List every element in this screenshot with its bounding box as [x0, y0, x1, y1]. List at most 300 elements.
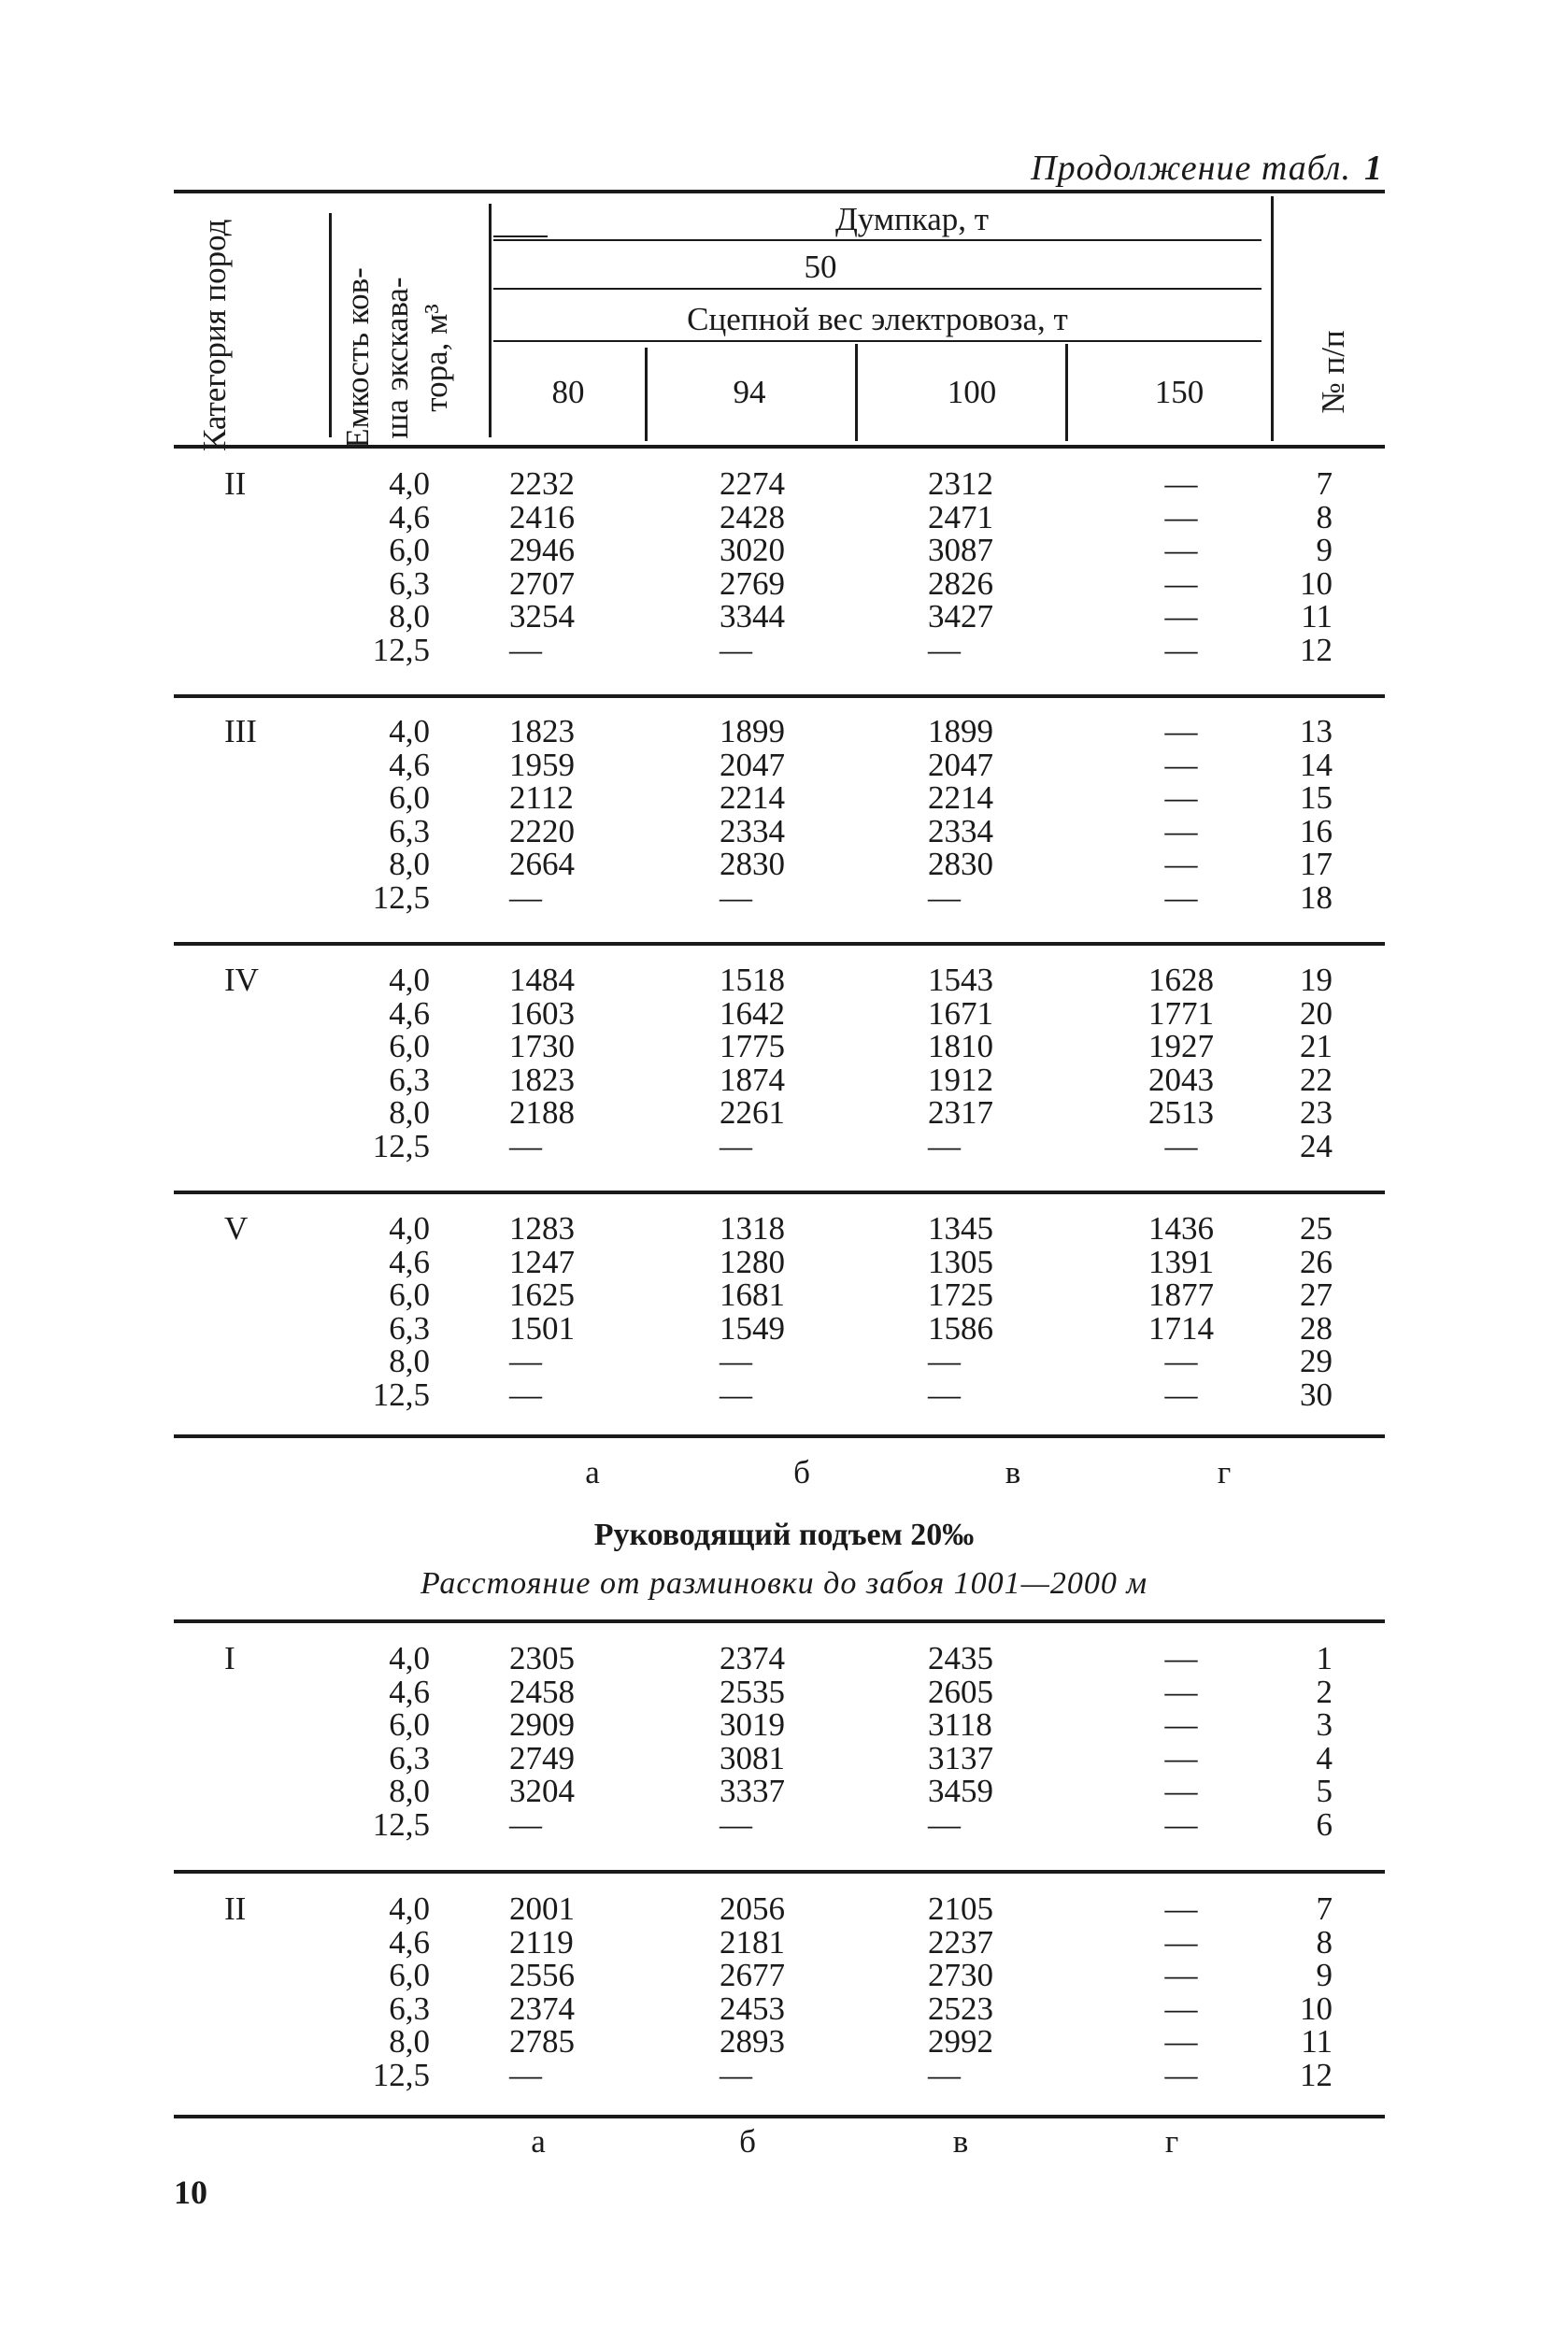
section-title: Руководящий подъем 20‰ [593, 1518, 975, 1552]
table-cell: 12,5 [372, 878, 430, 916]
category-label: II [224, 1890, 247, 1927]
table-cell: 1586 [928, 1309, 993, 1347]
group-rule [174, 2115, 1385, 2118]
table-cell: 2056 [720, 1890, 785, 1927]
table-cell: 8,0 [389, 1773, 430, 1809]
table-top-rule [174, 190, 1385, 193]
column-divider [645, 348, 648, 441]
table-cell: 8,0 [389, 1343, 430, 1379]
table-cell: 3081 [720, 1739, 785, 1776]
table-cell: — [1164, 779, 1198, 816]
table-cell: — [1164, 1673, 1198, 1710]
table-cell: 24 [1300, 1127, 1333, 1164]
group-rule [174, 1434, 1385, 1438]
group-rule [174, 1870, 1385, 1874]
table-cell: 12,5 [372, 1376, 430, 1413]
table-cell: 26 [1300, 1243, 1333, 1280]
column-letter: г [1164, 2123, 1179, 2160]
table-cell: 6,0 [389, 1276, 430, 1313]
table-cell: 1625 [509, 1276, 575, 1313]
table-row [0, 1775, 1568, 1808]
table-cell: 2374 [720, 1640, 785, 1676]
table-cell: 21 [1300, 1028, 1333, 1064]
column-header-category: Категория пород [196, 219, 233, 451]
table-cell: 2946 [509, 532, 575, 568]
table-cell: 1771 [1148, 994, 1214, 1032]
header-rule [493, 235, 548, 237]
table-cell: 4,6 [389, 1923, 430, 1961]
table-cell: 3118 [928, 1706, 992, 1743]
table-cell: — [509, 1805, 542, 1843]
table-cell: 2513 [1148, 1094, 1214, 1131]
table-cell: — [928, 1127, 961, 1164]
table-cell: 22 [1300, 1061, 1333, 1098]
table-cell: — [509, 631, 542, 668]
table-cell: 8,0 [389, 846, 430, 882]
table-cell: 4,0 [389, 465, 430, 502]
table-row [0, 1278, 1568, 1312]
column-letter: в [1005, 1454, 1021, 1490]
table-cell: 1671 [928, 994, 993, 1032]
table-cell: — [509, 1127, 542, 1164]
group-rule [174, 1191, 1385, 1194]
table-cell: 11 [1301, 598, 1333, 635]
table-cell: 12,5 [372, 1127, 430, 1164]
category-label: II [224, 465, 247, 502]
table-cell: 19 [1300, 962, 1333, 998]
header-rule [493, 239, 1262, 241]
table-cell: — [509, 1343, 542, 1379]
table-cell: — [720, 1805, 752, 1843]
table-cell: 4,0 [389, 713, 430, 749]
table-cell: 1280 [720, 1243, 785, 1280]
table-row [0, 781, 1568, 815]
table-cell: — [1164, 2023, 1198, 2060]
table-cell: — [720, 2056, 752, 2093]
table-cell: 12 [1300, 2056, 1333, 2093]
table-cell: 2769 [720, 564, 785, 602]
table-cell: 1912 [928, 1061, 993, 1098]
table-row [0, 1642, 1568, 1676]
table-cell: 3 [1316, 1706, 1333, 1743]
table-cell: 8 [1316, 1923, 1333, 1961]
table-row [0, 600, 1568, 634]
table-cell: 3459 [928, 1773, 993, 1809]
column-letter: б [793, 1454, 810, 1490]
header-bottom-rule [174, 445, 1385, 449]
table-cell: — [1164, 1739, 1198, 1776]
table-cell: 3344 [720, 598, 785, 635]
table-cell: — [928, 1343, 961, 1379]
table-cell: 2830 [928, 846, 993, 882]
table-cell: 2893 [720, 2023, 785, 2060]
table-cell: — [720, 878, 752, 916]
column-letters [0, 1454, 1568, 1491]
table-cell: 2214 [720, 779, 785, 816]
header-rule [493, 340, 1262, 342]
column-divider [855, 344, 858, 441]
table-row [0, 1030, 1568, 1063]
table-cell: 1247 [509, 1243, 575, 1280]
table-cell: 2188 [509, 1094, 575, 1131]
column-header-dumpcar-value: 50 [804, 249, 837, 285]
table-cell: 10 [1300, 1990, 1333, 2027]
table-cell: — [509, 1376, 542, 1413]
table-cell: — [1164, 498, 1198, 535]
table-cell: 2605 [928, 1673, 993, 1710]
table-cell: — [509, 878, 542, 916]
column-header-100: 100 [947, 374, 997, 410]
table-cell: — [1164, 1923, 1198, 1961]
table-cell: 1318 [720, 1210, 785, 1247]
table-cell: 7 [1316, 1890, 1333, 1927]
table-cell: 2453 [720, 1990, 785, 2027]
table-row [0, 564, 1568, 602]
table-cell: 1730 [509, 1028, 575, 1064]
table-cell: 3020 [720, 532, 785, 568]
table-cell: 1603 [509, 994, 575, 1032]
table-cell: 4,0 [389, 1640, 430, 1676]
table-cell: 2334 [720, 812, 785, 849]
column-letter: а [531, 2123, 546, 2160]
table-cell: 2043 [1148, 1061, 1214, 1098]
table-cell: 25 [1300, 1210, 1333, 1247]
table-cell: 28 [1300, 1309, 1333, 1347]
table-cell: 2274 [720, 465, 785, 502]
table-cell: 1305 [928, 1243, 993, 1280]
table-cell: 1823 [509, 713, 575, 749]
table-row [0, 848, 1568, 881]
table-cell: 3137 [928, 1739, 993, 1776]
table-cell: 2707 [509, 564, 575, 602]
table-cell: 2435 [928, 1640, 993, 1676]
table-row [0, 994, 1568, 1032]
column-header-loco-weight: Сцепной вес электровоза, т [687, 301, 1068, 337]
column-divider [489, 204, 492, 437]
column-header-capacity: Емкость ков- ша экскава- тора, м³ [339, 267, 454, 449]
table-cell: 1899 [720, 713, 785, 749]
table-cell: 4,0 [389, 1210, 430, 1247]
table-cell: 2181 [720, 1923, 785, 1961]
table-cell: — [1164, 598, 1198, 635]
table-cell: 2785 [509, 2023, 575, 2060]
column-divider [1271, 196, 1274, 441]
table-cell: 6,3 [389, 812, 430, 849]
table-cell: 4,0 [389, 962, 430, 998]
table-cell: 14 [1300, 746, 1333, 783]
table-cell: — [928, 1805, 961, 1843]
table-row [0, 1923, 1568, 1961]
column-header-80: 80 [551, 374, 585, 410]
table-cell: 3337 [720, 1773, 785, 1809]
category-label: I [224, 1640, 235, 1676]
table-cell: 1823 [509, 1061, 575, 1098]
group-rule [174, 694, 1385, 698]
column-letters [0, 2123, 1568, 2161]
table-cell: — [720, 1343, 752, 1379]
table-cell: 6,3 [389, 1990, 430, 2027]
table-cell: — [1164, 1127, 1198, 1164]
table-cell: 2428 [720, 498, 785, 535]
table-cell: 2749 [509, 1739, 575, 1776]
table-cell: 1345 [928, 1210, 993, 1247]
table-cell: 2237 [928, 1923, 993, 1961]
table-cell: 2119 [509, 1923, 574, 1961]
table-cell: 6,3 [389, 1061, 430, 1098]
table-row [0, 1243, 1568, 1280]
column-letter: а [585, 1454, 600, 1490]
table-cell: 1518 [720, 962, 785, 998]
table-cell: 4,0 [389, 1890, 430, 1927]
table-row [0, 715, 1568, 749]
table-cell: 27 [1300, 1276, 1333, 1313]
table-cell: — [1164, 1706, 1198, 1743]
table-cell: 1642 [720, 994, 785, 1032]
table-cell: 1549 [720, 1309, 785, 1347]
table-cell: — [1164, 812, 1198, 849]
table-cell: 2909 [509, 1706, 575, 1743]
table-cell: 1628 [1148, 962, 1214, 998]
table-cell: 13 [1300, 713, 1333, 749]
table-cell: 2105 [928, 1890, 993, 1927]
table-cell: 2458 [509, 1673, 575, 1710]
table-row [0, 746, 1568, 783]
table-row [0, 2025, 1568, 2059]
table-cell: — [509, 2056, 542, 2093]
table-cell: 2826 [928, 564, 993, 602]
table-cell: 1283 [509, 1210, 575, 1247]
table-cell: 2305 [509, 1640, 575, 1676]
table-cell: — [928, 2056, 961, 2093]
table-cell: 10 [1300, 564, 1333, 602]
table-cell: — [1164, 1640, 1198, 1676]
column-header-dumpcar: Думпкар, т [834, 201, 990, 237]
table-cell: — [1164, 846, 1198, 882]
table-cell: 2730 [928, 1957, 993, 1993]
table-cell: — [1164, 465, 1198, 502]
table-cell: 9 [1316, 532, 1333, 568]
table-cell: — [720, 1376, 752, 1413]
table-cell: 1484 [509, 962, 575, 998]
table-cell: — [1164, 1957, 1198, 1993]
table-row [0, 1096, 1568, 1130]
table-cell: 2112 [509, 779, 574, 816]
table-cell: 2214 [928, 779, 993, 816]
table-row [0, 1063, 1568, 1097]
table-cell: 9 [1316, 1957, 1333, 1993]
table-cell: 2535 [720, 1673, 785, 1710]
table-cell: 5 [1316, 1773, 1333, 1809]
table-cell: 16 [1300, 812, 1333, 849]
table-row [0, 878, 1568, 916]
table-cell: 6,3 [389, 1739, 430, 1776]
category-label: III [224, 713, 257, 749]
table-row [0, 1345, 1568, 1378]
table-cell: — [1164, 1376, 1198, 1413]
table-cell: 2374 [509, 1990, 575, 2027]
table-cell: 2992 [928, 2023, 993, 2060]
table-cell: — [1164, 713, 1198, 749]
table-cell: 20 [1300, 994, 1333, 1032]
table-cell: 11 [1301, 2023, 1333, 2060]
column-letter: г [1217, 1454, 1232, 1490]
table-cell: 3204 [509, 1773, 575, 1809]
table-cell: 4,6 [389, 1673, 430, 1710]
column-divider [329, 213, 332, 437]
page-title: Продолжение табл. 1 [1031, 149, 1383, 188]
column-header-150: 150 [1154, 374, 1205, 410]
table-cell: 8,0 [389, 2023, 430, 2060]
table-cell: 2830 [720, 846, 785, 882]
table-row [0, 1309, 1568, 1347]
table-cell: — [1164, 1990, 1198, 2027]
table-cell: 6,3 [389, 1309, 430, 1347]
page-number: 10 [174, 2174, 207, 2211]
table-row [0, 1892, 1568, 1926]
table-cell: 1 [1316, 1640, 1333, 1676]
table-cell: 6,3 [389, 564, 430, 602]
table-cell: 1959 [509, 746, 575, 783]
table-cell: — [928, 1376, 961, 1413]
table-cell: 2471 [928, 498, 993, 535]
table-cell: 1436 [1148, 1210, 1214, 1247]
table-cell: 2334 [928, 812, 993, 849]
table-cell: — [1164, 1343, 1198, 1379]
table-cell: 1874 [720, 1061, 785, 1098]
table-row [0, 1212, 1568, 1246]
table-cell: 6,0 [389, 1957, 430, 1993]
table-row [0, 1959, 1568, 1992]
table-cell: 2 [1316, 1673, 1333, 1710]
table-cell: 1725 [928, 1276, 993, 1313]
table-row [0, 1378, 1568, 1412]
table-cell: 6,0 [389, 532, 430, 568]
table-cell: 8 [1316, 498, 1333, 535]
table-cell: — [720, 631, 752, 668]
table-cell: 1899 [928, 713, 993, 749]
table-cell: 2416 [509, 498, 575, 535]
section-subtitle: Расстояние от разминовки до забоя 1001—2000 м [420, 1566, 1148, 1601]
table-cell: 8,0 [389, 598, 430, 635]
table-cell: 2232 [509, 465, 575, 502]
table-cell: — [1164, 1773, 1198, 1809]
table-cell: — [1164, 1805, 1198, 1843]
table-cell: 1927 [1148, 1028, 1214, 1064]
table-row [0, 1992, 1568, 2026]
table-cell: — [1164, 532, 1198, 568]
table-cell: 18 [1300, 878, 1333, 916]
table-row [0, 812, 1568, 849]
section-top-rule [174, 1619, 1385, 1623]
table-cell: 6,0 [389, 779, 430, 816]
table-row [0, 631, 1568, 668]
table-cell: 7 [1316, 465, 1333, 502]
header-rule [493, 288, 1262, 290]
table-cell: 3254 [509, 598, 575, 635]
table-row [0, 534, 1568, 567]
table-cell: 1877 [1148, 1276, 1214, 1313]
table-cell: 2261 [720, 1094, 785, 1131]
table-cell: 6,0 [389, 1028, 430, 1064]
table-cell: 12 [1300, 631, 1333, 668]
table-cell: — [1164, 1890, 1198, 1927]
column-header-number: № п/п [1315, 330, 1351, 414]
table-cell: 3087 [928, 532, 993, 568]
table-row [0, 2056, 1568, 2093]
table-cell: — [1164, 564, 1198, 602]
table-cell: 1543 [928, 962, 993, 998]
table-cell: 2556 [509, 1957, 575, 1993]
table-cell: 1714 [1148, 1309, 1214, 1347]
table-cell: 4 [1316, 1739, 1333, 1776]
table-row [0, 498, 1568, 535]
table-cell: 6 [1316, 1805, 1333, 1843]
table-cell: 3019 [720, 1706, 785, 1743]
table-cell: 2317 [928, 1094, 993, 1131]
table-cell: 1810 [928, 1028, 993, 1064]
table-cell: — [1164, 746, 1198, 783]
table-cell: 4,6 [389, 746, 430, 783]
column-letter: в [952, 2123, 969, 2160]
table-cell: — [928, 878, 961, 916]
table-cell: 4,6 [389, 994, 430, 1032]
table-cell: 17 [1300, 846, 1333, 882]
column-header-94: 94 [733, 374, 766, 410]
table-cell: 2677 [720, 1957, 785, 1993]
table-row [0, 1127, 1568, 1164]
table-cell: 3427 [928, 598, 993, 635]
table-cell: — [1164, 2056, 1198, 2093]
table-row [0, 1739, 1568, 1776]
table-cell: 12,5 [372, 2056, 430, 2093]
table-cell: 6,0 [389, 1706, 430, 1743]
table-cell: 30 [1300, 1376, 1333, 1413]
table-cell: — [928, 631, 961, 668]
table-cell: 2001 [509, 1890, 575, 1927]
table-cell: 12,5 [372, 631, 430, 668]
table-cell: 1501 [509, 1309, 575, 1347]
column-letter: б [739, 2123, 756, 2160]
table-row [0, 963, 1568, 997]
table-cell: 2312 [928, 465, 993, 502]
table-cell: 4,6 [389, 498, 430, 535]
table-row [0, 1673, 1568, 1710]
table-cell: 8,0 [389, 1094, 430, 1131]
table-cell: 1681 [720, 1276, 785, 1313]
table-cell: — [1164, 631, 1198, 668]
table-cell: 2047 [720, 746, 785, 783]
table-row [0, 1805, 1568, 1843]
category-label: IV [224, 962, 259, 998]
table-cell: 12,5 [372, 1805, 430, 1843]
category-label: V [224, 1210, 249, 1247]
table-cell: 2220 [509, 812, 575, 849]
table-cell: — [720, 1127, 752, 1164]
table-cell: 1391 [1148, 1243, 1214, 1280]
group-rule [174, 942, 1385, 946]
table-row [0, 467, 1568, 501]
table-row [0, 1708, 1568, 1742]
table-cell: 2664 [509, 846, 575, 882]
table-cell: 2523 [928, 1990, 993, 2027]
table-cell: 4,6 [389, 1243, 430, 1280]
table-cell: — [1164, 878, 1198, 916]
column-divider [1065, 344, 1068, 441]
table-cell: 2047 [928, 746, 993, 783]
table-cell: 29 [1300, 1343, 1333, 1379]
table-cell: 1775 [720, 1028, 785, 1064]
table-cell: 23 [1300, 1094, 1333, 1131]
